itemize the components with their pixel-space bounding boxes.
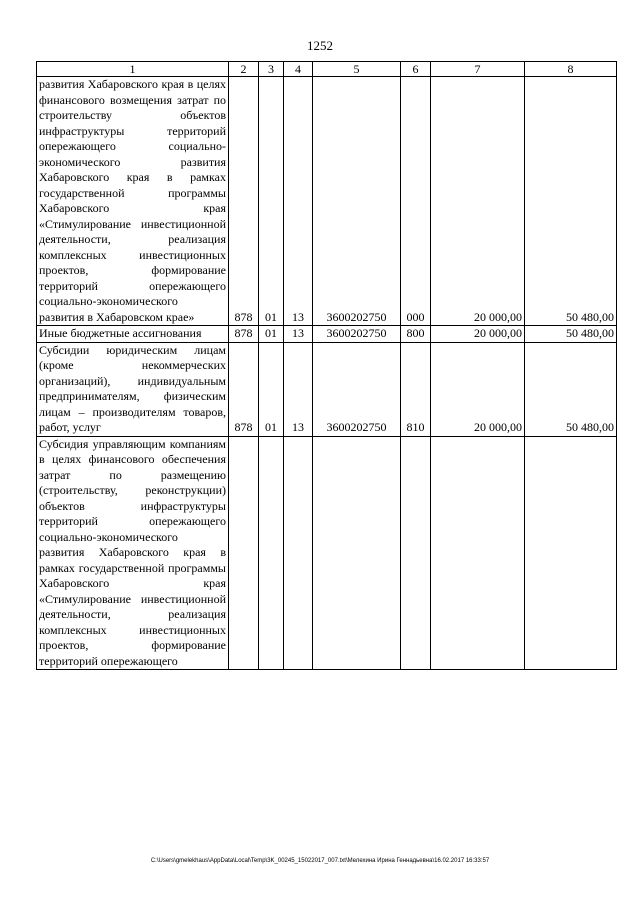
- cell-col6: 810: [401, 342, 431, 436]
- cell-col6: 000: [401, 77, 431, 326]
- cell-col2: [229, 436, 259, 670]
- cell-col5: 3600202750: [313, 77, 401, 326]
- cell-col5: 3600202750: [313, 326, 401, 343]
- cell-col2: 878: [229, 77, 259, 326]
- row-description: Субсидия управляющим компаниям в целях финансового обеспечения затрат по размещению (строительству, реконструкции) объектов инфраструктуры территорий опережающего социально-экономического развития Хабаровского края в рамках государственной программы Хабаровского края «Стимулирование инвестиционной деятельности, реализация комплексных инвестиционных проектов, формирование территорий опережающего: [37, 436, 229, 670]
- cell-col8: [525, 436, 617, 670]
- cell-col2: 878: [229, 342, 259, 436]
- header-cell: 3: [259, 62, 284, 77]
- row-description: Иные бюджетные ассигнования: [37, 326, 229, 343]
- cell-col7: [431, 436, 525, 670]
- header-cell: 7: [431, 62, 525, 77]
- cell-col6: [401, 436, 431, 670]
- budget-table: [36, 61, 617, 670]
- row-description: Субсидии юридическим лицам (кроме некоммерческих организаций), индивидуальным предпринимателям, физическим лицам – производителям товаров, работ, услуг: [37, 342, 229, 436]
- cell-col4: [284, 436, 313, 670]
- header-cell: 8: [525, 62, 617, 77]
- row-description: развития Хабаровского края в целях финансового возмещения затрат по строительству объектов инфраструктуры территорий опережающего социально-экономического развития Хабаровского края в рамках государственной программы Хабаровского края «Стимулирование инвестиционной деятельности, реализация комплексных инвестиционных проектов, формирование территорий опережающего социально-экономического развития в Хабаровском крае»: [37, 77, 229, 326]
- table-header-row: [37, 62, 617, 77]
- cell-col3: 01: [259, 77, 284, 326]
- cell-col6: 800: [401, 326, 431, 343]
- header-cell: 6: [401, 62, 431, 77]
- header-cell: 2: [229, 62, 259, 77]
- page-number: 1252: [307, 38, 333, 53]
- cell-col8: 50 480,00: [525, 326, 617, 343]
- table-row: [37, 342, 617, 436]
- header-cell: 1: [37, 62, 229, 77]
- cell-col3: 01: [259, 342, 284, 436]
- cell-col7: 20 000,00: [431, 342, 525, 436]
- cell-col4: 13: [284, 77, 313, 326]
- cell-col8: 50 480,00: [525, 342, 617, 436]
- cell-col7: 20 000,00: [431, 326, 525, 343]
- document-path-footer: C:\Users\gmelekhaus\AppData\Local\Temp\3K_00245_15022017_007.txt\Мелехина Ирина Геннадьевна\16.02.2017 16:33:57: [150, 858, 490, 864]
- table-row: [37, 77, 617, 326]
- cell-col3: 01: [259, 326, 284, 343]
- cell-col5: 3600202750: [313, 342, 401, 436]
- cell-col3: [259, 436, 284, 670]
- cell-col2: 878: [229, 326, 259, 343]
- cell-col8: 50 480,00: [525, 77, 617, 326]
- cell-col5: [313, 436, 401, 670]
- header-cell: 5: [313, 62, 401, 77]
- cell-col4: 13: [284, 342, 313, 436]
- table-row: [37, 326, 617, 343]
- table-row: [37, 436, 617, 670]
- header-cell: 4: [284, 62, 313, 77]
- cell-col7: 20 000,00: [431, 77, 525, 326]
- cell-col4: 13: [284, 326, 313, 343]
